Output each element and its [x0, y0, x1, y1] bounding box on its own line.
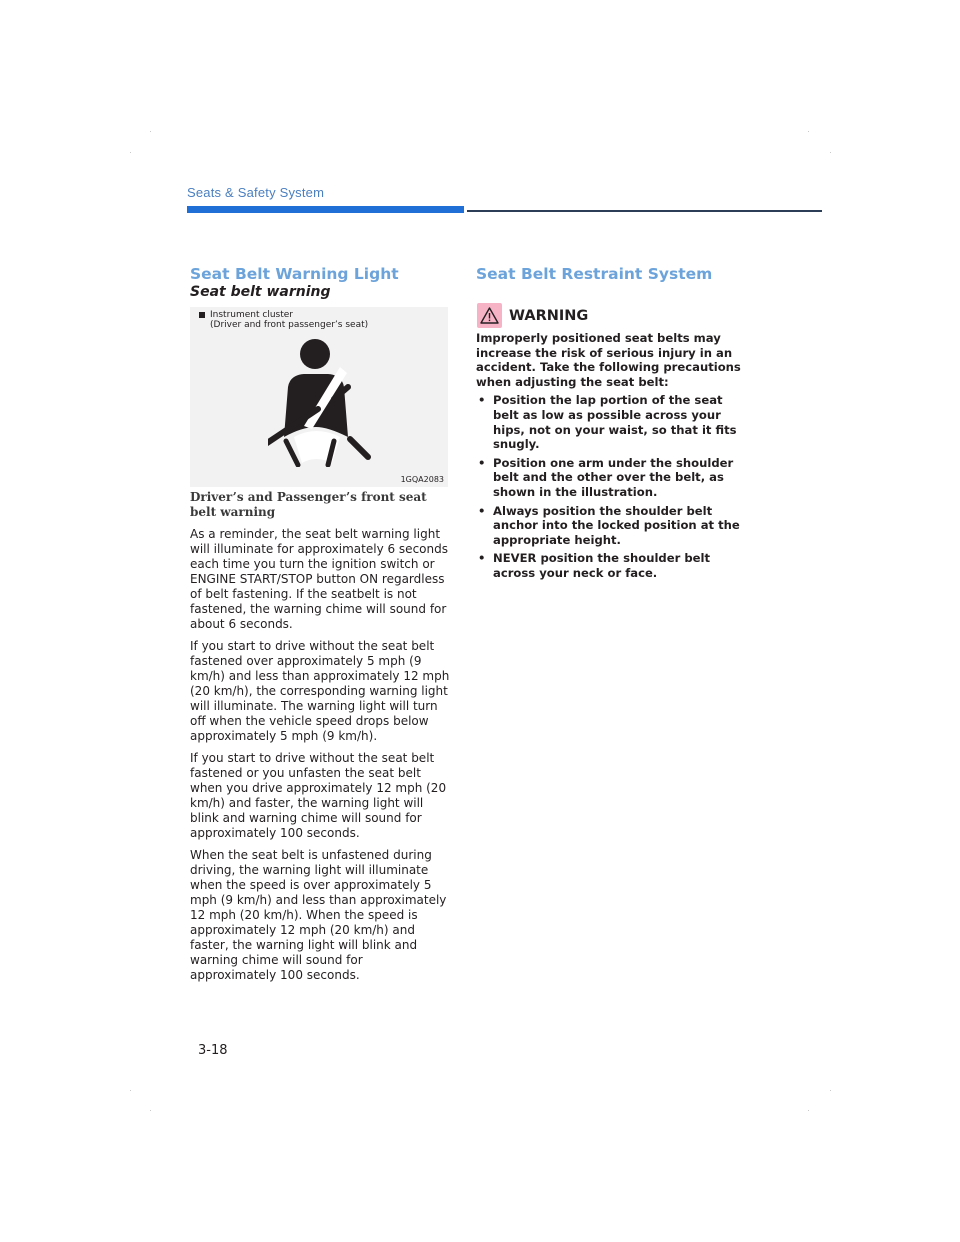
- left-body: [190, 527, 450, 990]
- body-paragraph: As a reminder, the seat belt warning light will illuminate for approximately 6 seconds each time you turn the ignition switch or ENGINE START/STOP button ON regardless of belt fastening. If the seatbelt is not fastened, the warning chime will sound for about 6 seconds.: [190, 527, 448, 631]
- warning-intro: Improperly positioned seat belts may increase the risk of serious injury in an accident. Take the following precautions when adjusting the seat belt:: [476, 331, 741, 389]
- seatbelt-warning-icon: [268, 337, 372, 467]
- bullet-marker: •: [478, 503, 486, 518]
- crop-mark: [808, 1110, 809, 1111]
- crop-mark: [830, 1090, 831, 1091]
- page-number: 3-18: [198, 1043, 228, 1058]
- list-item: [476, 393, 746, 451]
- body-paragraph: If you start to drive without the seat belt fastened over approximately 5 mph (9 km/h) and less than approximately 12 mph (20 km/h), the corresponding warning light will illuminate. The warning light will turn off when the vehicle speed drops below approximately 5 mph (9 km/h).: [190, 639, 450, 743]
- list-item: [476, 551, 746, 580]
- figure-code: 1GQA2083: [400, 475, 444, 484]
- crop-mark: [150, 1110, 151, 1111]
- body-paragraph: When the seat belt is unfastened during driving, the warning light will illuminate when the speed is over approximately 5 mph (9 km/h) and less than approximately 12 mph (20 km/h). When the speed is approximately 12 mph (20 km/h) and faster, the warning light will blink and warning chime will sound for approximately 100 seconds.: [190, 848, 447, 982]
- left-subheading: Seat belt warning: [190, 284, 331, 300]
- crop-mark: [830, 152, 831, 153]
- warning-list: [476, 393, 746, 580]
- warning-header: [477, 303, 588, 328]
- list-item-text: Position the lap portion of the seat belt as low as possible across your hips, not on your waist, so that it fits snugly.: [493, 393, 737, 452]
- crop-mark: [130, 152, 131, 153]
- bullet-marker: •: [478, 393, 486, 408]
- figure-caption-line2: (Driver and front passenger’s seat): [210, 320, 369, 330]
- warning-triangle-icon: [477, 303, 502, 328]
- right-heading: Seat Belt Restraint System: [476, 265, 713, 283]
- bullet-marker: •: [478, 455, 486, 470]
- crop-mark: [130, 1090, 131, 1091]
- list-item-text: Always position the shoulder belt anchor into the locked position at the appropriate height.: [493, 503, 740, 547]
- header-rule: [467, 210, 822, 212]
- seatbelt-figure: [190, 307, 448, 487]
- figure-subtitle: Driver’s and Passenger’s front seat belt warning: [190, 490, 427, 519]
- section-title: Seats & Safety System: [187, 185, 325, 200]
- crop-mark: [150, 131, 151, 132]
- warning-label: WARNING: [509, 307, 589, 324]
- list-item: [476, 504, 746, 548]
- header-rule-accent: [187, 206, 464, 213]
- body-paragraph: If you start to drive without the seat belt fastened or you unfasten the seat belt when you drive approximately 12 mph (20 km/h) and faster, the warning light will blink and warning chime will sound for approximately 100 seconds.: [190, 751, 447, 840]
- caption-square-icon: [199, 312, 205, 318]
- list-item-text: NEVER position the shoulder belt across your neck or face.: [493, 551, 711, 580]
- list-item: [476, 456, 746, 500]
- crop-mark: [808, 131, 809, 132]
- figure-caption: [210, 310, 368, 330]
- bullet-marker: •: [478, 551, 486, 566]
- figure-caption-line1: Instrument cluster: [210, 310, 293, 320]
- list-item-text: Position one arm under the shoulder belt and the other over the belt, as shown in the illustration.: [493, 455, 734, 499]
- left-heading: Seat Belt Warning Light: [190, 265, 399, 283]
- warning-body: [476, 331, 746, 585]
